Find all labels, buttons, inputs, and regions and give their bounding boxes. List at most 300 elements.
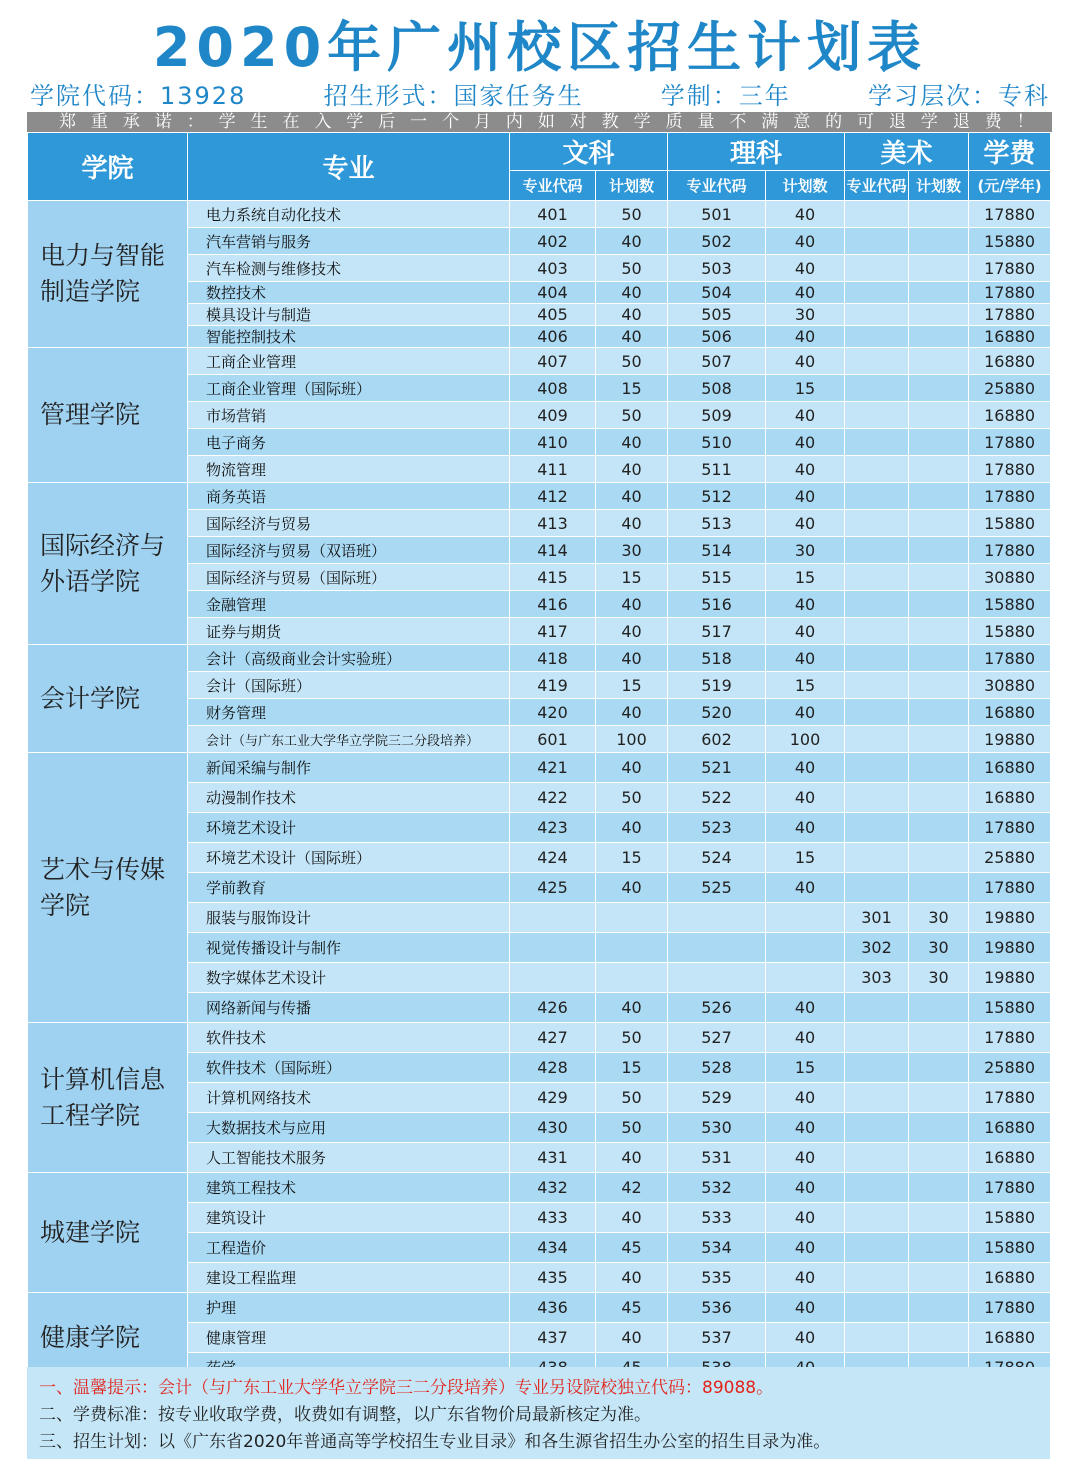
cell-like-code: 512 [668,483,766,510]
cell-like-count: 40 [766,1023,845,1053]
cell-meishu-count [909,993,969,1023]
major-name: 数控技术 [188,282,510,304]
info-enroll-form: 招生形式：国家任务生 [323,82,584,110]
cell-meishu-code [845,726,909,753]
cell-wenke-code: 403 [510,255,596,282]
cell-like-code: 524 [668,843,766,873]
college-name: 国际经济与外语学院 [28,483,188,645]
cell-wenke-code: 423 [510,813,596,843]
info-level: 学习层次：专科 [867,82,1050,110]
cell-fee: 16880 [969,699,1051,726]
cell-meishu-count [909,304,969,326]
major-name: 软件技术（国际班） [188,1053,510,1083]
cell-meishu-count [909,1323,969,1353]
major-name: 工程造价 [188,1233,510,1263]
cell-wenke-code: 436 [510,1293,596,1323]
cell-meishu-code [845,843,909,873]
cell-wenke-code: 413 [510,510,596,537]
college-name: 会计学院 [28,645,188,753]
cell-wenke-count [596,963,668,993]
promise-char: 学 [346,112,364,132]
header-like-count: 计划数 [766,171,845,201]
cell-wenke-count [596,933,668,963]
cell-meishu-count [909,783,969,813]
cell-wenke-code: 420 [510,699,596,726]
cell-wenke-code: 410 [510,429,596,456]
cell-fee: 17880 [969,1293,1051,1323]
promise-char: 月 [473,112,491,132]
cell-wenke-count: 40 [596,326,668,348]
major-name: 新闻采编与制作 [188,753,510,783]
major-name: 电力系统自动化技术 [188,201,510,228]
college-name: 计算机信息工程学院 [28,1023,188,1173]
cell-wenke-code: 426 [510,993,596,1023]
cell-like-code: 513 [668,510,766,537]
promise-char: 入 [314,112,332,132]
promise-char: 个 [442,112,460,132]
cell-wenke-count: 40 [596,753,668,783]
cell-meishu-count [909,843,969,873]
cell-wenke-code [510,963,596,993]
cell-meishu-code [845,1083,909,1113]
cell-fee: 16880 [969,1263,1051,1293]
cell-fee: 25880 [969,1053,1051,1083]
cell-fee: 15880 [969,1203,1051,1233]
cell-like-code: 534 [668,1233,766,1263]
cell-like-count: 15 [766,672,845,699]
header-college: 学院 [28,133,188,201]
cell-wenke-code: 435 [510,1263,596,1293]
cell-meishu-code [845,304,909,326]
promise-char: ！ [1016,112,1034,132]
cell-fee: 17880 [969,255,1051,282]
cell-meishu-count [909,618,969,645]
cell-meishu-code [845,1113,909,1143]
major-name: 工商企业管理（国际班） [188,375,510,402]
cell-meishu-count [909,282,969,304]
cell-like-count: 40 [766,813,845,843]
cell-wenke-code: 418 [510,645,596,672]
major-name: 大数据技术与应用 [188,1113,510,1143]
cell-meishu-code [845,564,909,591]
cell-wenke-count: 45 [596,1293,668,1323]
table-row [28,1023,1051,1053]
cell-fee: 19880 [969,726,1051,753]
cell-meishu-code [845,1173,909,1203]
header-meishu: 美术 [845,133,969,171]
cell-meishu-count [909,201,969,228]
cell-wenke-count: 40 [596,483,668,510]
cell-like-count: 40 [766,753,845,783]
cell-fee: 15880 [969,618,1051,645]
cell-meishu-count [909,1233,969,1263]
cell-like-count: 40 [766,1203,845,1233]
major-name: 健康管理 [188,1323,510,1353]
cell-like-code: 507 [668,348,766,375]
note-plan: 三、招生计划：以《广东省2020年普通高等学校招生专业目录》和各生源省招生办公室的招生目录为准。 [39,1432,831,1452]
cell-like-code: 516 [668,591,766,618]
header-meishu-code: 专业代码 [845,171,909,201]
cell-fee: 16880 [969,783,1051,813]
cell-meishu-count [909,645,969,672]
cell-wenke-code: 424 [510,843,596,873]
cell-meishu-count [909,1053,969,1083]
cell-meishu-count [909,375,969,402]
cell-wenke-count: 42 [596,1173,668,1203]
cell-wenke-count: 50 [596,1083,668,1113]
cell-wenke-count: 45 [596,1233,668,1263]
cell-like-count: 15 [766,375,845,402]
info-bar [30,80,1050,112]
cell-like-code: 505 [668,304,766,326]
promise-char: 生 [250,112,268,132]
cell-fee: 17880 [969,483,1051,510]
cell-meishu-code [845,591,909,618]
cell-meishu-count [909,255,969,282]
cell-meishu-code [845,753,909,783]
cell-like-count: 40 [766,282,845,304]
cell-meishu-count: 30 [909,903,969,933]
cell-like-count [766,933,845,963]
cell-meishu-code: 301 [845,903,909,933]
cell-like-count: 40 [766,783,845,813]
cell-fee: 17880 [969,1023,1051,1053]
major-name: 国际经济与贸易（双语班） [188,537,510,564]
cell-meishu-count [909,1023,969,1053]
cell-meishu-code [845,1143,909,1173]
cell-like-count: 40 [766,1143,845,1173]
cell-wenke-count: 100 [596,726,668,753]
promise-char: 意 [793,112,811,132]
major-name: 智能控制技术 [188,326,510,348]
cell-meishu-code [845,1203,909,1233]
cell-meishu-code [845,645,909,672]
cell-fee: 17880 [969,456,1051,483]
promise-char: 的 [825,112,843,132]
cell-wenke-code: 419 [510,672,596,699]
cell-fee: 17880 [969,1083,1051,1113]
major-name: 视觉传播设计与制作 [188,933,510,963]
table-row [28,1173,1051,1203]
promise-char: 可 [857,112,875,132]
cell-meishu-code [845,402,909,429]
cell-meishu-code [845,672,909,699]
cell-wenke-count: 50 [596,348,668,375]
college-name: 管理学院 [28,348,188,483]
cell-wenke-code: 416 [510,591,596,618]
cell-meishu-count [909,1113,969,1143]
cell-meishu-code [845,326,909,348]
cell-like-code: 526 [668,993,766,1023]
cell-meishu-count [909,1293,969,1323]
major-name: 模具设计与制造 [188,304,510,326]
cell-meishu-count [909,228,969,255]
cell-like-code: 531 [668,1143,766,1173]
cell-fee: 16880 [969,348,1051,375]
cell-meishu-code [845,483,909,510]
note-tip: 一、温馨提示：会计（与广东工业大学华立学院三二分段培养）专业另设院校独立代码：89088。 [39,1378,774,1398]
cell-meishu-count [909,510,969,537]
cell-wenke-code [510,933,596,963]
cell-meishu-code: 302 [845,933,909,963]
cell-meishu-count [909,1143,969,1173]
promise-char: 如 [537,112,555,132]
cell-wenke-count: 15 [596,672,668,699]
cell-wenke-count: 40 [596,456,668,483]
major-name: 软件技术 [188,1023,510,1053]
cell-meishu-code [845,1023,909,1053]
cell-meishu-count [909,1173,969,1203]
cell-like-code: 535 [668,1263,766,1293]
cell-meishu-code [845,783,909,813]
cell-like-code: 503 [668,255,766,282]
major-name: 金融管理 [188,591,510,618]
cell-wenke-code: 417 [510,618,596,645]
cell-meishu-count [909,326,969,348]
cell-meishu-count [909,813,969,843]
cell-like-code: 523 [668,813,766,843]
cell-wenke-code: 402 [510,228,596,255]
major-name: 会计（国际班） [188,672,510,699]
cell-like-code: 536 [668,1293,766,1323]
cell-wenke-code: 414 [510,537,596,564]
table-row [28,1293,1051,1323]
college-name: 城建学院 [28,1173,188,1293]
cell-like-count: 40 [766,1323,845,1353]
cell-wenke-count: 40 [596,282,668,304]
cell-fee: 15880 [969,1233,1051,1263]
cell-like-code: 520 [668,699,766,726]
cell-wenke-count: 40 [596,1263,668,1293]
cell-like-count: 40 [766,1233,845,1263]
cell-fee: 17880 [969,813,1051,843]
cell-like-count: 40 [766,255,845,282]
cell-fee: 17880 [969,201,1051,228]
cell-fee: 17880 [969,282,1051,304]
major-name: 汽车检测与维修技术 [188,255,510,282]
cell-wenke-count: 40 [596,510,668,537]
cell-meishu-count [909,456,969,483]
promise-char: 后 [378,112,396,132]
cell-meishu-code [845,282,909,304]
cell-like-count: 40 [766,873,845,903]
cell-like-code: 529 [668,1083,766,1113]
cell-like-count: 40 [766,228,845,255]
promise-char: 重 [90,112,108,132]
table-row [28,201,1051,228]
cell-wenke-count: 15 [596,1053,668,1083]
cell-like-count: 40 [766,326,845,348]
info-duration: 学制：三年 [660,82,791,110]
cell-meishu-code [845,699,909,726]
cell-fee: 30880 [969,672,1051,699]
cell-like-count: 40 [766,591,845,618]
cell-meishu-code [845,201,909,228]
cell-like-count: 15 [766,1053,845,1083]
cell-meishu-code [845,228,909,255]
cell-wenke-code: 415 [510,564,596,591]
cell-wenke-count: 50 [596,201,668,228]
cell-like-count: 40 [766,618,845,645]
cell-wenke-code: 407 [510,348,596,375]
cell-fee: 17880 [969,304,1051,326]
promise-char: 对 [569,112,587,132]
major-name: 国际经济与贸易（国际班） [188,564,510,591]
cell-like-code: 527 [668,1023,766,1053]
cell-meishu-code [845,1233,909,1263]
cell-meishu-code [845,456,909,483]
cell-fee: 16880 [969,753,1051,783]
cell-fee: 25880 [969,843,1051,873]
cell-wenke-code: 401 [510,201,596,228]
cell-meishu-code [845,255,909,282]
cell-like-count: 40 [766,699,845,726]
major-name: 国际经济与贸易 [188,510,510,537]
cell-wenke-code: 421 [510,753,596,783]
cell-meishu-count [909,672,969,699]
cell-wenke-count: 50 [596,1023,668,1053]
cell-fee: 17880 [969,429,1051,456]
cell-fee: 17880 [969,1173,1051,1203]
cell-meishu-count [909,564,969,591]
cell-wenke-count: 40 [596,645,668,672]
cell-wenke-count: 40 [596,993,668,1023]
cell-like-code: 504 [668,282,766,304]
cell-wenke-code: 437 [510,1323,596,1353]
cell-wenke-code: 408 [510,375,596,402]
cell-meishu-count [909,402,969,429]
major-name: 人工智能技术服务 [188,1143,510,1173]
cell-like-count [766,903,845,933]
cell-like-code: 514 [668,537,766,564]
cell-meishu-code [845,510,909,537]
cell-meishu-count [909,348,969,375]
cell-fee: 17880 [969,645,1051,672]
major-name: 商务英语 [188,483,510,510]
cell-wenke-code: 432 [510,1173,596,1203]
cell-wenke-count: 50 [596,783,668,813]
cell-fee: 15880 [969,993,1051,1023]
cell-wenke-count: 50 [596,402,668,429]
cell-like-code: 533 [668,1203,766,1233]
cell-meishu-count [909,591,969,618]
cell-like-code: 602 [668,726,766,753]
cell-fee: 16880 [969,326,1051,348]
cell-meishu-count [909,873,969,903]
promise-banner [27,112,1052,132]
major-name: 环境艺术设计 [188,813,510,843]
page-title: 2020年广州校区招生计划表 [152,16,928,79]
cell-like-count: 40 [766,201,845,228]
college-name: 艺术与传媒学院 [28,753,188,1023]
header-meishu-count: 计划数 [909,171,969,201]
header-fee-unit: (元/学年) [969,171,1051,201]
cell-like-code [668,933,766,963]
cell-like-count: 30 [766,304,845,326]
cell-wenke-code: 425 [510,873,596,903]
cell-wenke-count: 40 [596,304,668,326]
header-wenke-code: 专业代码 [510,171,596,201]
header-wenke-count: 计划数 [596,171,668,201]
cell-meishu-code [845,429,909,456]
cell-like-count: 40 [766,510,845,537]
cell-meishu-code [845,813,909,843]
cell-wenke-count: 30 [596,537,668,564]
cell-wenke-code: 431 [510,1143,596,1173]
cell-like-code: 522 [668,783,766,813]
cell-wenke-code: 601 [510,726,596,753]
cell-wenke-count: 40 [596,1143,668,1173]
major-name: 汽车营销与服务 [188,228,510,255]
cell-fee: 16880 [969,1113,1051,1143]
cell-fee: 15880 [969,228,1051,255]
cell-fee: 30880 [969,564,1051,591]
cell-wenke-code: 409 [510,402,596,429]
cell-like-count: 15 [766,564,845,591]
cell-like-count: 15 [766,843,845,873]
major-name: 证券与期货 [188,618,510,645]
cell-wenke-code: 412 [510,483,596,510]
promise-char: 教 [601,112,619,132]
promise-char: ： [186,112,204,132]
cell-like-code: 510 [668,429,766,456]
major-name: 工商企业管理 [188,348,510,375]
cell-wenke-count: 40 [596,1323,668,1353]
promise-char: 诺 [154,112,172,132]
college-name: 电力与智能制造学院 [28,201,188,348]
promise-char: 一 [410,112,428,132]
header-major: 专业 [188,133,510,201]
cell-fee: 25880 [969,375,1051,402]
major-name: 市场营销 [188,402,510,429]
cell-wenke-count: 15 [596,843,668,873]
cell-meishu-code [845,1293,909,1323]
cell-like-code: 517 [668,618,766,645]
cell-like-code: 537 [668,1323,766,1353]
major-name: 服装与服饰设计 [188,903,510,933]
header-wenke: 文科 [510,133,668,171]
major-name: 环境艺术设计（国际班） [188,843,510,873]
cell-meishu-count [909,1083,969,1113]
cell-meishu-count [909,1203,969,1233]
cell-meishu-code [845,348,909,375]
cell-like-code: 508 [668,375,766,402]
promise-char: 退 [952,112,970,132]
cell-meishu-code [845,618,909,645]
header-like-code: 专业代码 [668,171,766,201]
cell-wenke-count: 15 [596,375,668,402]
major-name: 动漫制作技术 [188,783,510,813]
cell-meishu-code [845,873,909,903]
cell-like-count: 40 [766,1293,845,1323]
cell-wenke-code: 406 [510,326,596,348]
cell-wenke-count: 40 [596,873,668,903]
cell-wenke-code: 427 [510,1023,596,1053]
cell-wenke-count: 40 [596,1203,668,1233]
cell-meishu-count: 30 [909,963,969,993]
promise-char: 量 [697,112,715,132]
cell-like-count: 100 [766,726,845,753]
cell-like-code: 530 [668,1113,766,1143]
major-name: 网络新闻与传播 [188,993,510,1023]
note-fee: 二、学费标准：按专业收取学费，收费如有调整，以广东省物价局最新核定为准。 [39,1405,651,1425]
cell-like-count: 40 [766,348,845,375]
major-name: 财务管理 [188,699,510,726]
cell-like-code [668,903,766,933]
promise-char: 内 [505,112,523,132]
cell-wenke-code: 404 [510,282,596,304]
cell-like-code: 511 [668,456,766,483]
